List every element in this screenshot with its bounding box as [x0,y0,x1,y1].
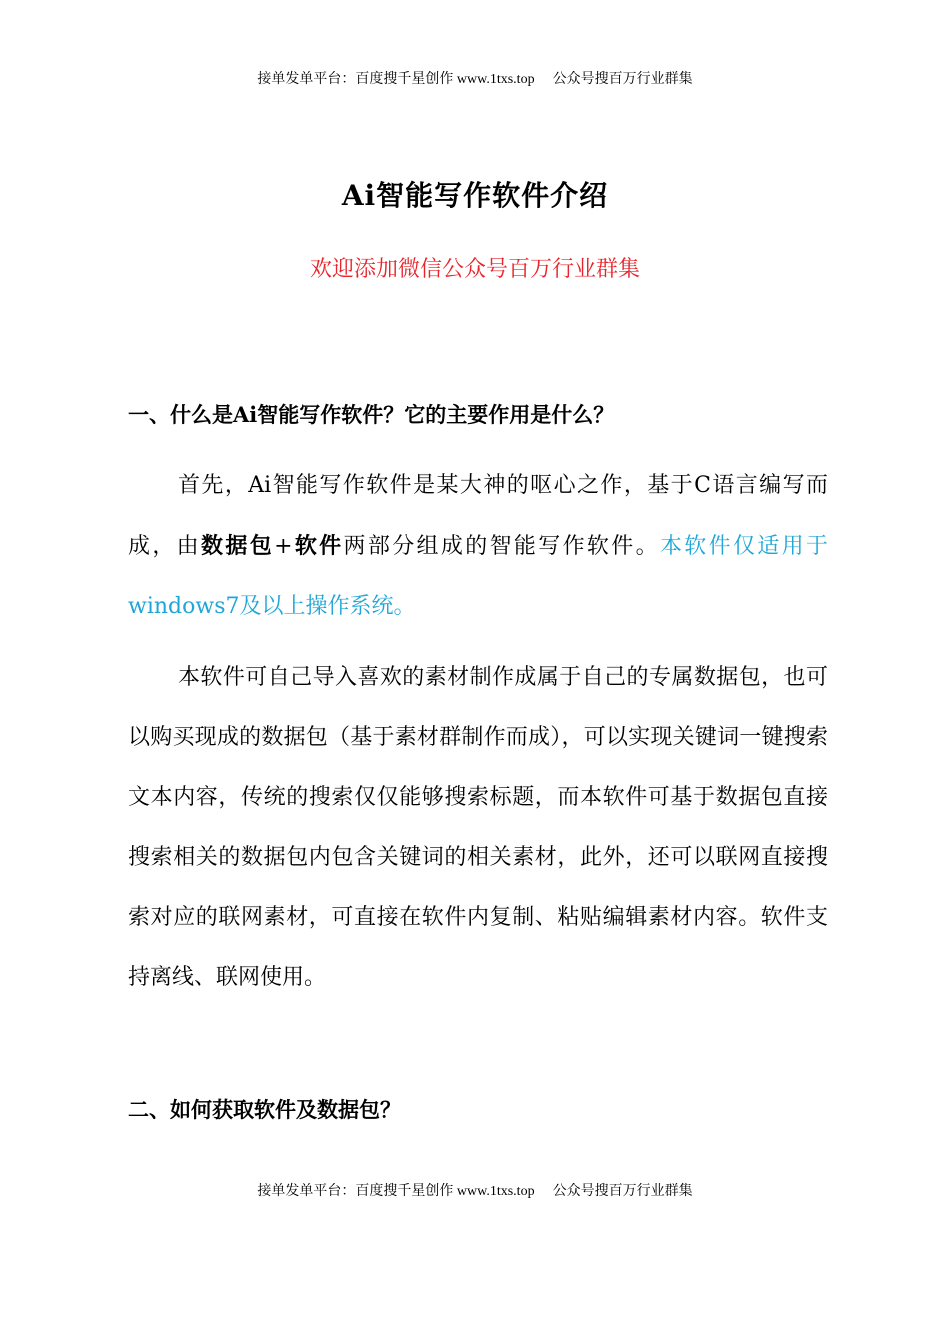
paragraph-1-text-a: 首先，Ai智能写作软件是某大神的呕心之作，基于C语言编写而成，由 [128,473,828,559]
document-title: Ai智能写作软件介绍 [341,179,609,212]
footer-platform-text: 接单发单平台：百度搜千星创作 www.1txs.top [257,1184,535,1199]
paragraph-2: 本软件可自己导入喜欢的素材制作成属于自己的专属数据包，也可以购买现成的数据包（基于素材群制作而成），可以实现关键词一键搜索文本内容，传统的搜索仅仅能够搜索标题，而本软件可基于数据包直接搜索相关的数据包内包含关键词的相关素材，此外，还可以联网直接搜索对应的联网素材，可直接在软件内复制、粘贴编辑素材内容。软件支持离线、联网使用。 [128,665,828,990]
footer-wechat-text: 公众号搜百万行业群集 [552,1184,693,1199]
section-heading-1: 一、什么是Ai智能写作软件？它的主要作用是什么？ [128,402,615,427]
header-platform-text: 接单发单平台：百度搜千星创作 www.1txs.top [257,72,535,87]
page-footer [0,1180,950,1200]
paragraph-1 [128,456,828,637]
paragraph-1-bold-data: 数据包 [201,533,275,559]
header-wechat-text: 公众号搜百万行业群集 [552,72,693,87]
paragraph-1-plus: + [274,534,293,559]
section-heading-2: 二、如何获取软件及数据包？ [128,1097,401,1122]
paragraph-1-highlight: 本软件仅适用于windows7及以上操作系统。 [128,534,828,619]
paragraph-1-bold-software: 软件 [292,533,344,559]
page-header [0,68,950,88]
paragraph-1-text-b: 两部分组成的智能写作软件。 [343,534,660,559]
document-subtitle: 欢迎添加微信公众号百万行业群集 [309,257,640,282]
